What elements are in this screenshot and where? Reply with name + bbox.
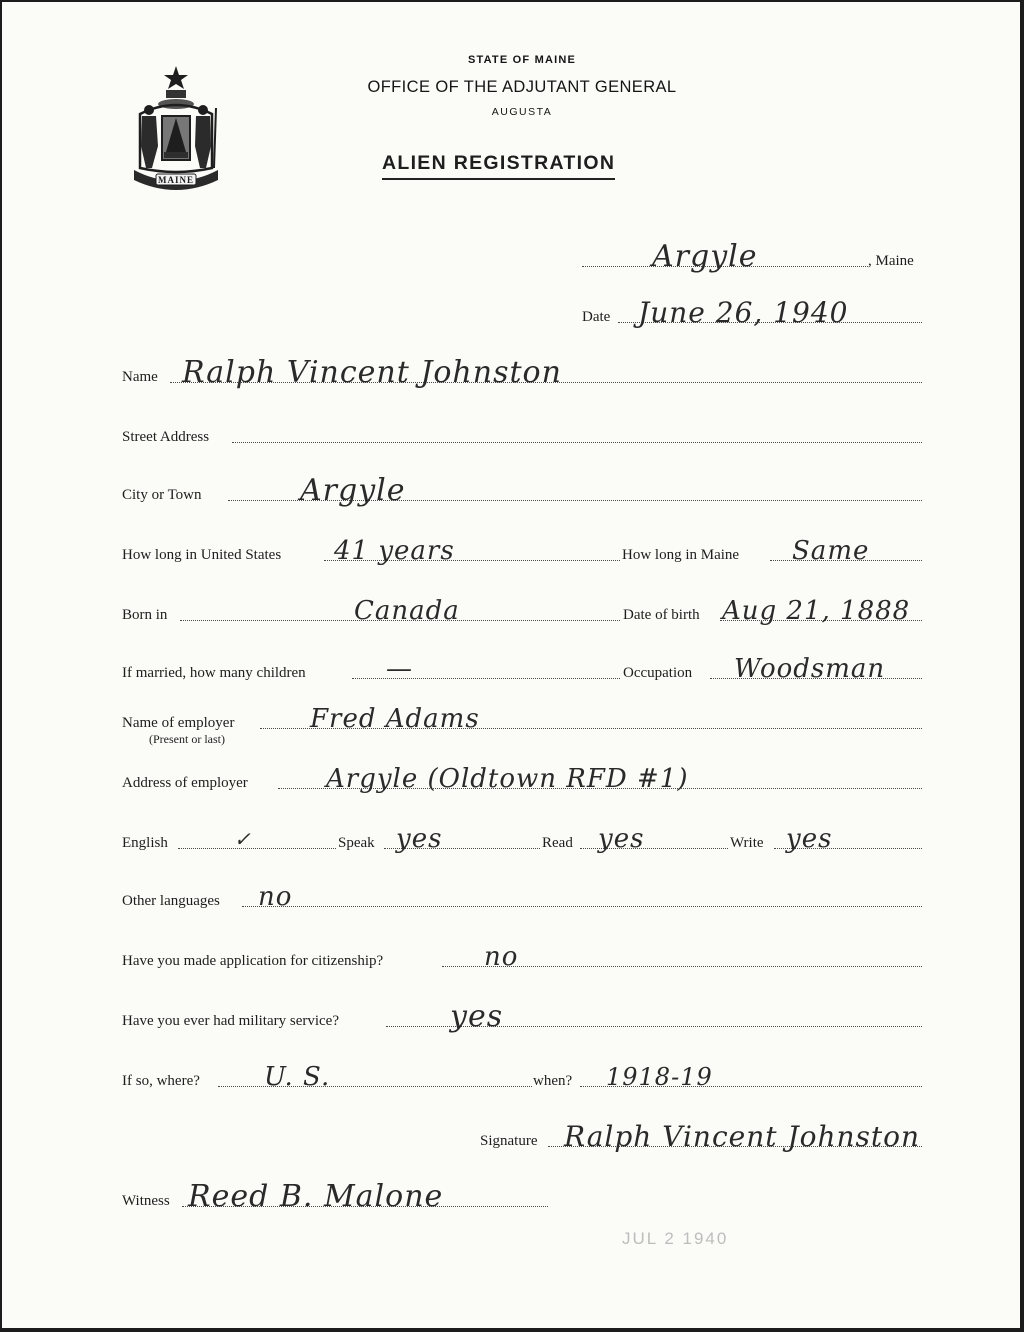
write-value[interactable]: yes bbox=[786, 824, 833, 854]
name-label: Name bbox=[122, 369, 158, 385]
where-label: If so, where? bbox=[122, 1073, 200, 1089]
signature-label: Signature bbox=[480, 1133, 538, 1149]
other-languages-row bbox=[2, 876, 1020, 910]
place-suffix-label: , Maine bbox=[868, 253, 914, 269]
office-heading: OFFICE OF THE ADJUTANT GENERAL bbox=[367, 78, 677, 96]
birth-row bbox=[2, 590, 1020, 624]
english-label: English bbox=[122, 835, 168, 851]
name-value[interactable]: Ralph Vincent Johnston bbox=[182, 355, 562, 390]
witness-value[interactable]: Reed B. Malone bbox=[188, 1179, 444, 1214]
street-address-label: Street Address bbox=[122, 429, 210, 445]
residency-row bbox=[2, 530, 1020, 564]
date-label: Date bbox=[582, 309, 611, 325]
other-languages-value[interactable]: no bbox=[258, 882, 293, 912]
city-label: City or Town bbox=[122, 487, 202, 503]
employer-address-label: Address of employer bbox=[122, 775, 248, 791]
city-value[interactable]: Argyle bbox=[300, 473, 406, 508]
form-title: ALIEN REGISTRATION bbox=[382, 152, 615, 180]
english-value[interactable]: ✓ bbox=[234, 827, 252, 851]
children-value[interactable]: — bbox=[386, 654, 413, 684]
place-row bbox=[2, 236, 1020, 274]
how-long-us-value[interactable]: 41 years bbox=[334, 536, 455, 566]
how-long-maine-value[interactable]: Same bbox=[792, 536, 870, 566]
born-in-value[interactable]: Canada bbox=[354, 596, 460, 626]
service-details-row bbox=[2, 1056, 1020, 1090]
how-long-maine-label: How long in Maine bbox=[622, 547, 740, 563]
speak-label: Speak bbox=[338, 835, 375, 851]
date-of-birth-value[interactable]: Aug 21, 1888 bbox=[722, 596, 911, 626]
place-value[interactable]: Argyle bbox=[652, 239, 758, 274]
where-value[interactable]: U. S. bbox=[264, 1062, 331, 1092]
svg-text:MAINE: MAINE bbox=[158, 175, 194, 185]
military-row bbox=[2, 996, 1020, 1034]
occupation-label: Occupation bbox=[623, 665, 693, 681]
other-languages-label: Other languages bbox=[122, 893, 220, 909]
city-row bbox=[2, 470, 1020, 508]
signature-value[interactable]: Ralph Vincent Johnston bbox=[564, 1120, 921, 1153]
citizenship-label: Have you made application for citizenship? bbox=[122, 953, 384, 969]
employer-value[interactable]: Fred Adams bbox=[310, 704, 480, 734]
family-occupation-row bbox=[2, 648, 1020, 682]
english-row bbox=[2, 818, 1020, 852]
how-long-us-label: How long in United States bbox=[122, 547, 282, 563]
read-value[interactable]: yes bbox=[598, 824, 645, 854]
street-address-row bbox=[2, 412, 1020, 446]
children-label: If married, how many children bbox=[122, 665, 306, 681]
born-in-label: Born in bbox=[122, 607, 168, 623]
citizenship-value[interactable]: no bbox=[484, 942, 519, 972]
signature-row bbox=[2, 1116, 1020, 1153]
speak-value[interactable]: yes bbox=[396, 824, 443, 854]
occupation-value[interactable]: Woodsman bbox=[734, 654, 886, 684]
witness-row bbox=[2, 1176, 1020, 1214]
when-label: when? bbox=[533, 1073, 573, 1089]
employer-address-value[interactable]: Argyle (Oldtown RFD #1) bbox=[326, 764, 689, 794]
witness-label: Witness bbox=[122, 1193, 170, 1209]
military-label: Have you ever had military service? bbox=[122, 1013, 339, 1029]
employer-row bbox=[2, 698, 1020, 732]
citizenship-row bbox=[2, 936, 1020, 970]
registration-form bbox=[2, 2, 1020, 1328]
employer-note: (Present or last) bbox=[149, 732, 225, 746]
date-value[interactable]: June 26, 1940 bbox=[638, 296, 849, 329]
date-of-birth-label: Date of birth bbox=[623, 607, 700, 623]
read-label: Read bbox=[542, 835, 573, 851]
employer-label: Name of employer bbox=[122, 715, 235, 731]
date-row bbox=[2, 292, 1020, 329]
employer-address-row bbox=[2, 758, 1020, 792]
received-stamp: JUL 2 1940 bbox=[622, 1229, 729, 1248]
when-value[interactable]: 1918-19 bbox=[606, 1063, 713, 1091]
write-label: Write bbox=[730, 835, 764, 851]
city-heading: AUGUSTA bbox=[491, 106, 553, 118]
name-row bbox=[2, 352, 1020, 390]
military-value[interactable]: yes bbox=[450, 999, 504, 1034]
state-heading: STATE OF MAINE bbox=[467, 54, 577, 66]
